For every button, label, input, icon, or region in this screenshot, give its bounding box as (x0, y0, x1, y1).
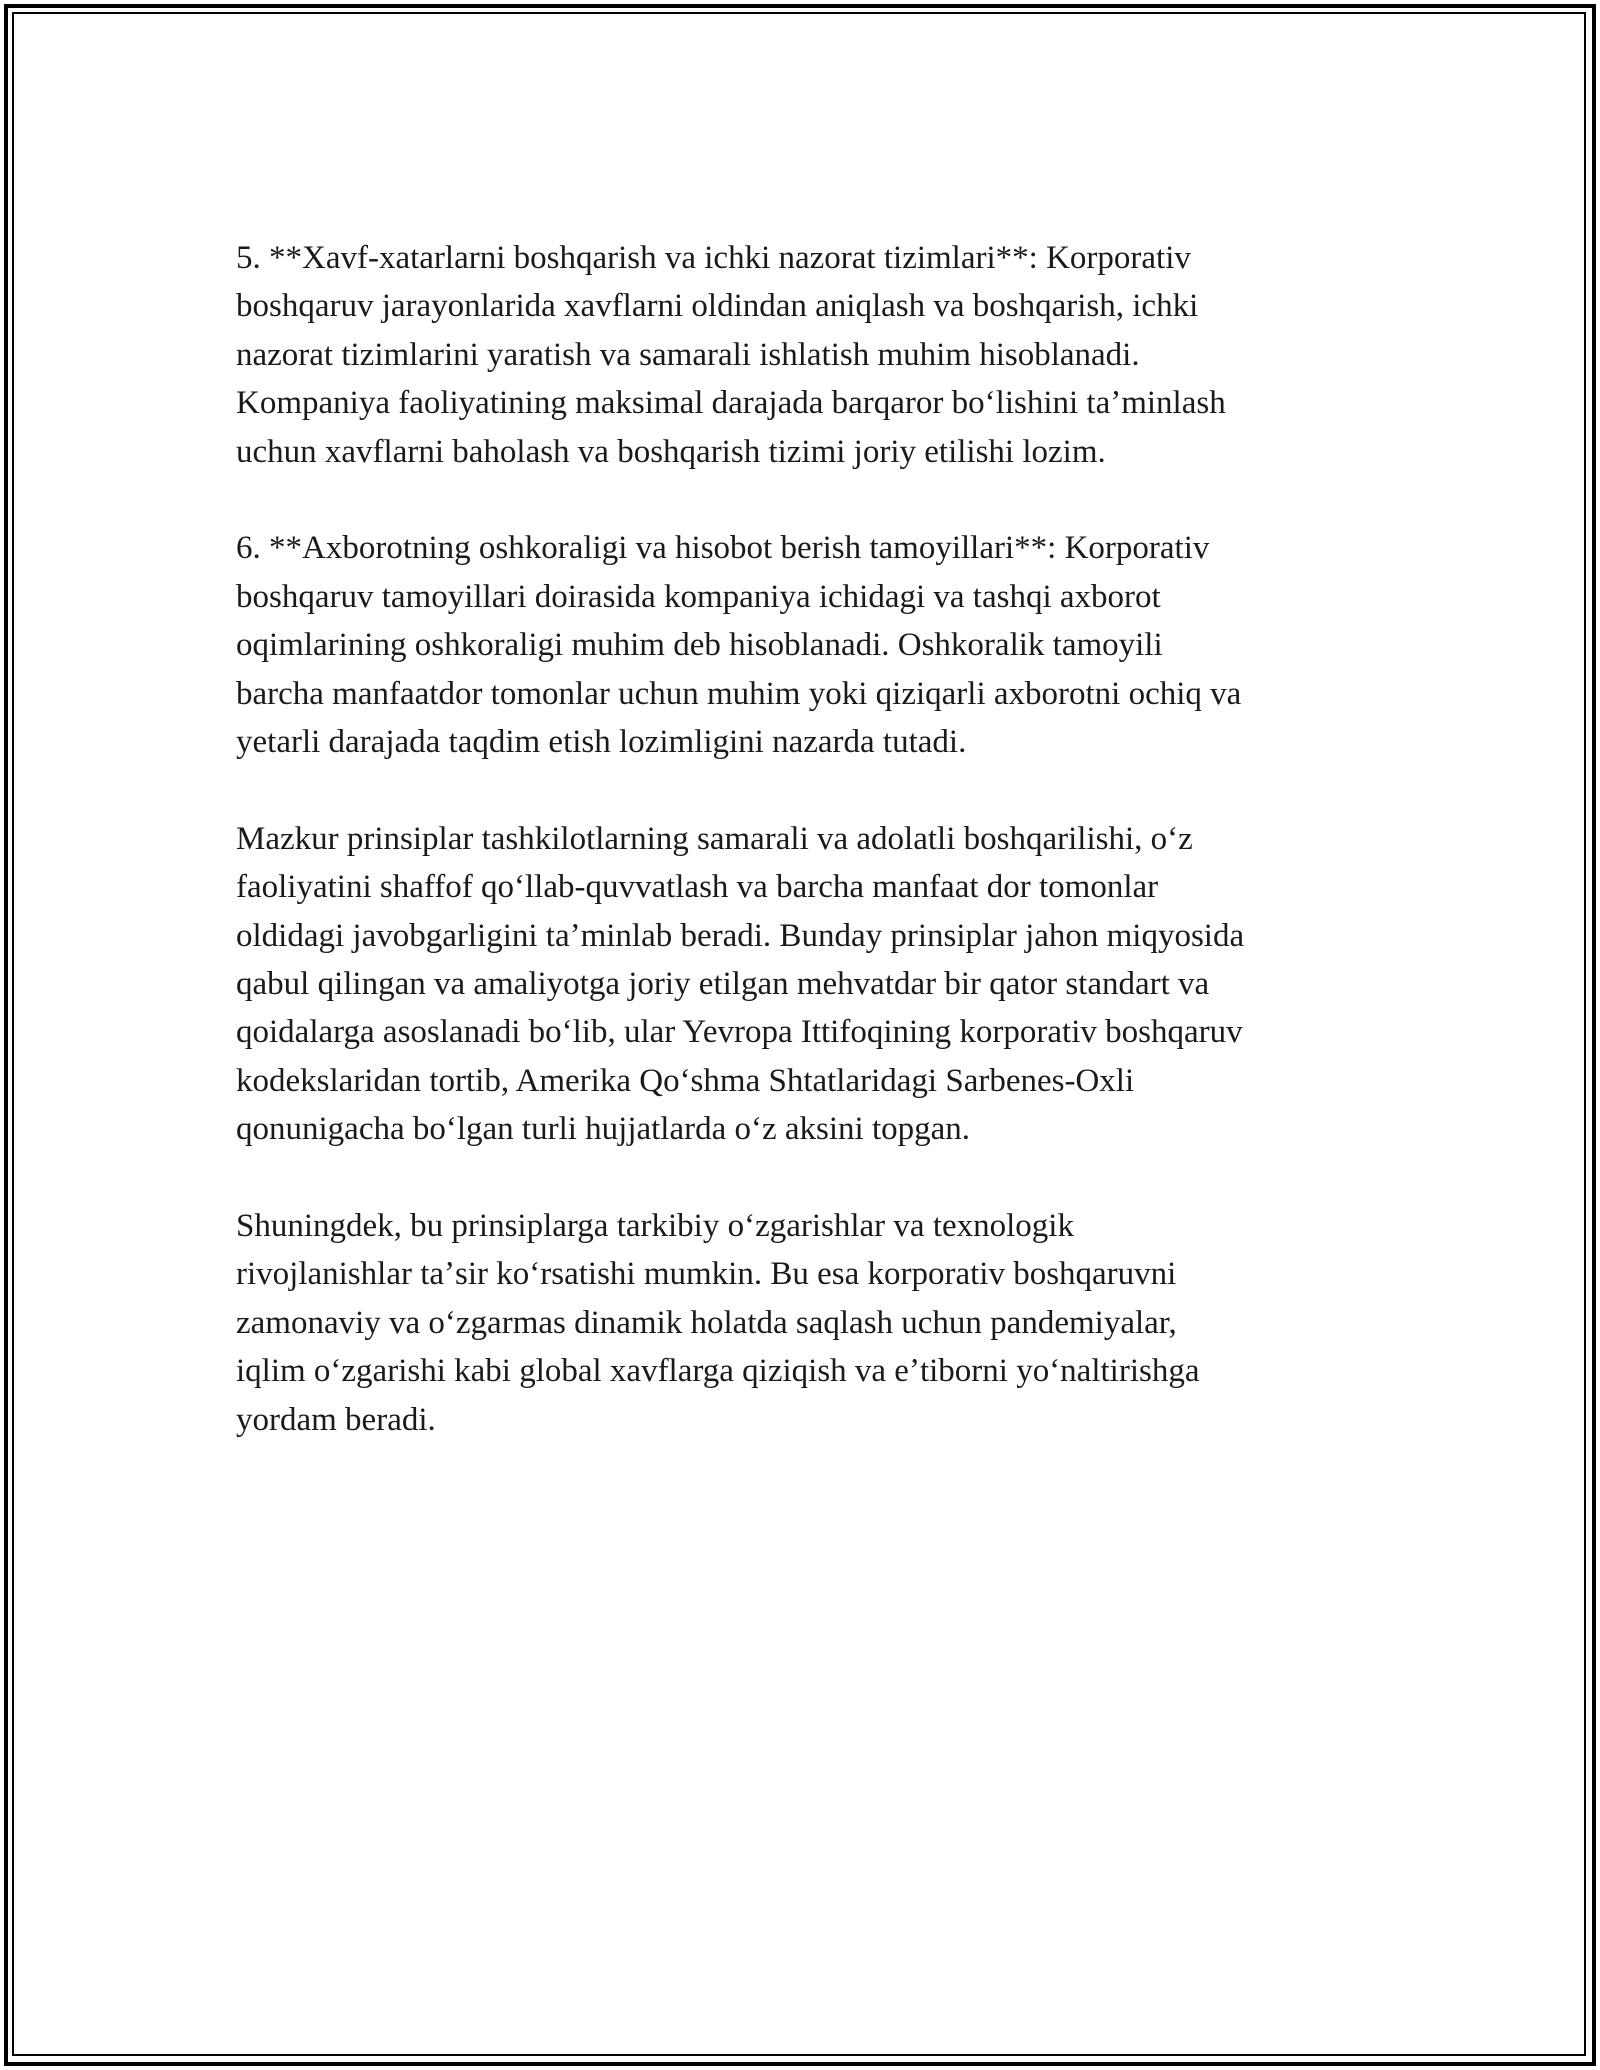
paragraph-principles-summary: Mazkur prinsiplar tashkilotlarning samarali va adolatli boshqarilishi, oʻz faoliyatini shaffof qoʻllab-quvvatlash va barcha manfaat dor tomonlar oldidagi javobgarligini taʼminlab beradi. Bunday prinsiplar jahon miqyosida qabul qilingan va amaliyotga joriy etilgan mehvatdar bir qator standart va qoidalarga asoslanadi boʻlib, ular Yevropa Ittifoqining korporativ boshqaruv kodekslaridan tortib, Amerika Qoʻshma Shtatlaridagi Sarbenes-Oxli qonunigacha boʻlgan turli hujjatlarda oʻz aksini topgan. (236, 820, 1245, 1148)
paragraph-transparency: 6. **Axborotning oshkoraligi va hisobot berish tamoyillari**: Korporativ boshqaruv tamoyillari doirasida kompaniya ichidagi va tashqi axborot oqimlarining oshkoraligi muhim deb hisoblanadi. Oshkoralik tamoyili barcha manfaatdor tomonlar uchun muhim yoki qiziqarli axborotni ochiq va yetarli darajada taqdim etish lozimligini nazarda tutadi. (236, 530, 1242, 761)
paragraph-global-risks: Shuningdek, bu prinsiplarga tarkibiy oʻzgarishlar va texnologik rivojlanishlar taʼsir koʻrsatishi mumkin. Bu esa korporativ boshqaruvni zamonaviy va oʻzgarmas dinamik holatda saqlash uchun pandemiyalar, iqlim oʻzgarishi kabi global xavflarga qiziqish va eʼtiborni yoʻnaltirishga yordam beradi. (236, 1208, 1200, 1438)
paragraph-risk-management: 5. **Xavf-xatarlarni boshqarish va ichki nazorat tizimlari**: Korporativ boshqaruv jarayonlarida xavflarni oldindan aniqlash va boshqarish, ichki nazorat tizimlarini yaratish va samarali ishlatish muhim hisoblanadi. Kompaniya faoliyatining maksimal darajada barqaror boʻlishini taʼminlash uchun xavflarni baholash va boshqarish tizimi joriy etilishi lozim. (236, 240, 1226, 470)
document-body (236, 234, 1366, 1493)
